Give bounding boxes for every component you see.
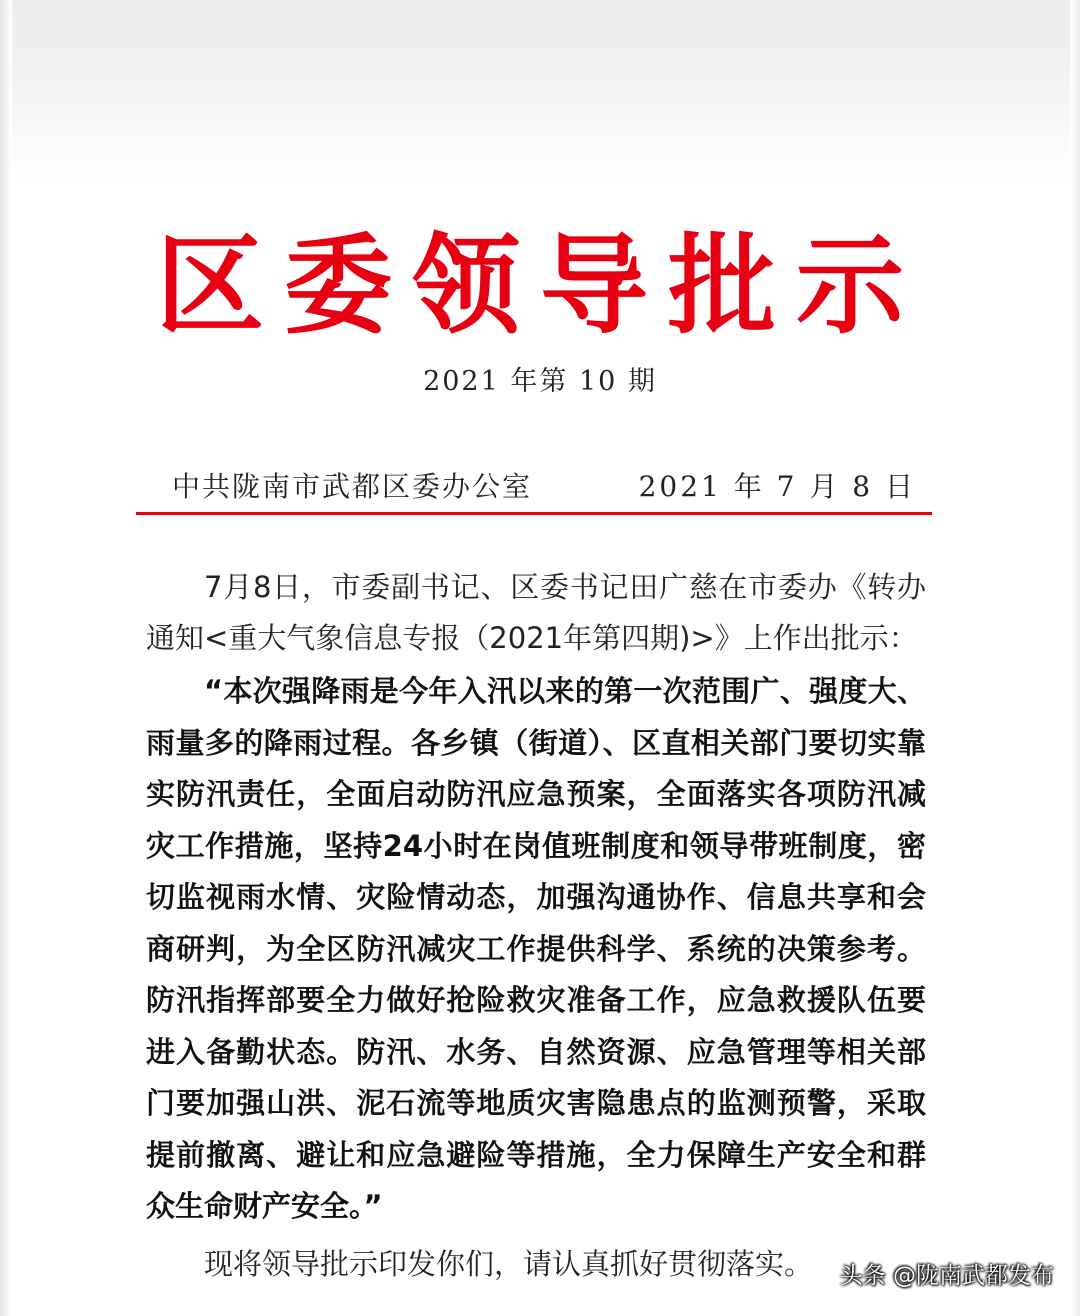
closing-paragraph: 现将领导批示印发你们，请认真抓好贯彻落实。 (204, 1246, 814, 1281)
red-header-rule (136, 512, 932, 515)
instruction-quote: “本次强降雨是今年入汛以来的第一次范围广、强度大、雨量多的降雨过程。各乡镇（街道）、区直相关部门要切实靠实防汛责任，全面启动防汛应急预案，全面落实各项防汛减灾工作措施，坚持24小时在岗值班制度和领导带班制度，密切监视雨水情、灾险情动态，加强沟通协作、信息共享和会商研判，为全区防汛减灾工作提供科学、系统的决策参考。防汛指挥部要全力做好抢险救灾准备工作，应急救援队伍要进入备勤状态。防汛、水务、自然资源、应急管理等相关部门要加强山洪、泥石流等地质灾害隐患点的监测预警，采取提前撤离、避让和应急避险等措施，全力保障生产安全和群众生命财产安全。” (146, 674, 926, 1223)
scan-top-shadow (0, 0, 1080, 190)
document-title: 区委领导批示 (155, 224, 924, 349)
issuing-office: 中共陇南市武都区委办公室 (172, 470, 533, 503)
intro-paragraph: 7月8日，市委副书记、区委书记田广慈在市委办《转办通知<重大气象信息专报（2021年第四期)>》上作出批示： (146, 570, 926, 655)
source-watermark: 头条 @陇南武都发布 (839, 1263, 1054, 1289)
document-body (146, 562, 926, 1290)
issue-number: 2021 年第 10 期 (423, 366, 657, 397)
issue-date: 2021 年 7 月 8 日 (638, 470, 916, 503)
scan-right-shadow (1070, 0, 1080, 1316)
scan-left-shadow (0, 0, 12, 1316)
